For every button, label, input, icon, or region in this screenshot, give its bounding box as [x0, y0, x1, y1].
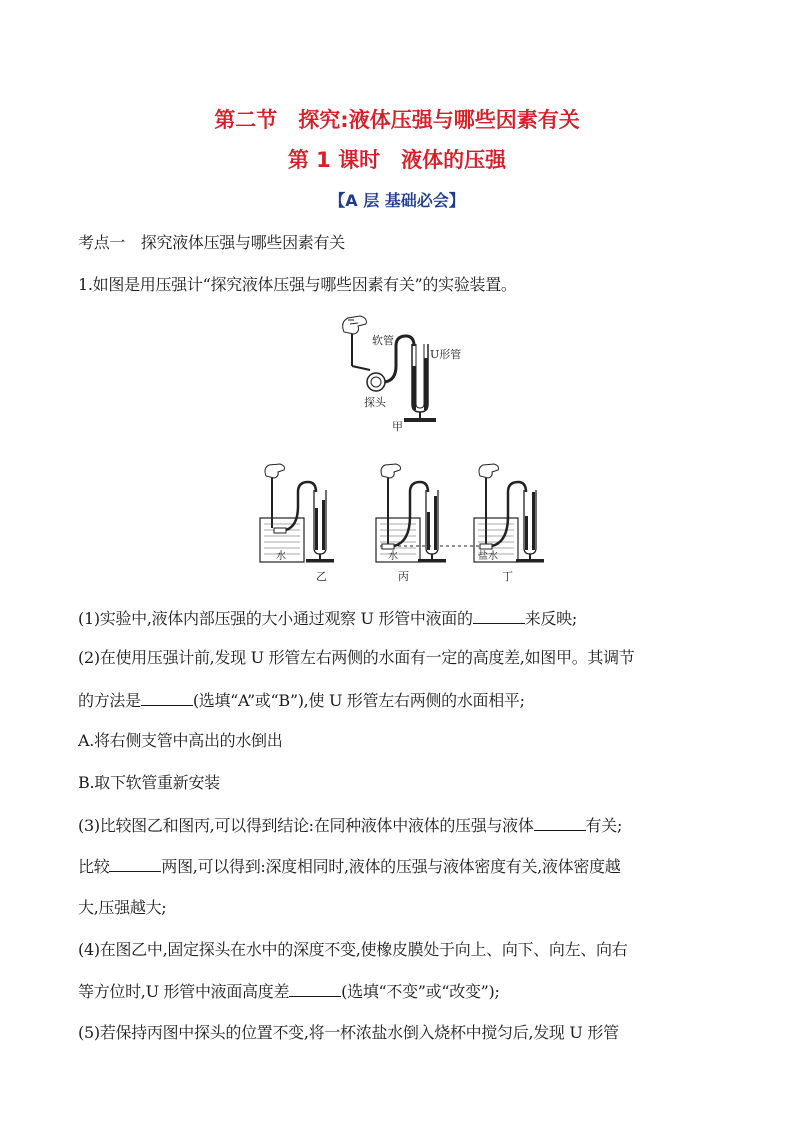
apparatus-ding — [474, 464, 544, 583]
hand-icon — [265, 464, 285, 478]
topic-heading: 考点一 探究液体压强与哪些因素有关 — [78, 233, 345, 252]
label-yi: 乙 — [316, 570, 327, 583]
lesson-title: 第 1 课时 液体的压强 — [287, 148, 507, 172]
hand-icon — [479, 464, 499, 478]
figure-yi-bing-ding — [258, 456, 558, 586]
figure-jia — [330, 310, 470, 432]
apparatus-yi — [260, 464, 334, 583]
label-hose: 软管 — [372, 334, 394, 347]
hand-icon — [381, 464, 401, 478]
hand-icon — [343, 316, 367, 334]
part-2-line1: (2)在使用压强计前,发现 U 形管左右两侧的水面有一定的高度差,如图甲。其调节 — [78, 648, 635, 667]
layer-label: 【A 层 基础必会】 — [329, 191, 465, 210]
apparatus-bing — [376, 464, 446, 583]
part-4-line2: 等方位时,U 形管中液面高度差 (选填“不变”或“改变”); — [78, 982, 500, 1001]
label-brine: 盐水 — [478, 551, 498, 562]
answer-blank-2[interactable] — [141, 690, 193, 706]
part-4-line1: (4)在图乙中,固定探头在水中的深度不变,使橡皮膜处于向上、向下、向左、向右 — [78, 940, 628, 959]
question-stem: 1.如图是用压强计“探究液体压强与哪些因素有关”的实验装置。 — [78, 275, 517, 294]
part-3-line3: 大,压强越大; — [78, 898, 167, 917]
label-probe: 探头 — [364, 396, 386, 409]
part-1: (1)实验中,液体内部压强的大小通过观察 U 形管中液面的 来反映; — [78, 609, 577, 628]
part-5-line1: (5)若保持丙图中探头的位置不变,将一杯浓盐水倒入烧杯中搅匀后,发现 U 形管 — [78, 1023, 619, 1042]
answer-blank-5[interactable] — [289, 981, 341, 997]
part-3-line1: (3)比较图乙和图丙,可以得到结论:在同种液体中液体的压强与液体 有关; — [78, 816, 623, 835]
probe-icon — [367, 373, 385, 391]
answer-blank-4[interactable] — [109, 856, 161, 872]
part-3-line2: 比较 两图,可以得到:深度相同时,液体的压强与液体密度有关,液体密度越 — [78, 857, 621, 876]
answer-blank-3[interactable] — [534, 815, 586, 831]
part-2-line2: 的方法是 (选填“A”或“B”),使 U 形管左右两侧的水面相平; — [78, 691, 525, 710]
label-water-yi: 水 — [276, 551, 286, 562]
option-a: A.将右侧支管中高出的水倒出 — [78, 731, 283, 750]
label-jia: 甲 — [392, 420, 403, 432]
label-water-bing: 水 — [388, 551, 398, 562]
label-bing: 丙 — [398, 570, 409, 583]
section-title: 第二节 探究:液体压强与哪些因素有关 — [214, 108, 580, 132]
label-ding: 丁 — [502, 570, 513, 583]
option-b: B.取下软管重新安装 — [78, 773, 220, 792]
label-u-tube: U形管 — [430, 348, 462, 361]
answer-blank-1[interactable] — [473, 608, 525, 624]
